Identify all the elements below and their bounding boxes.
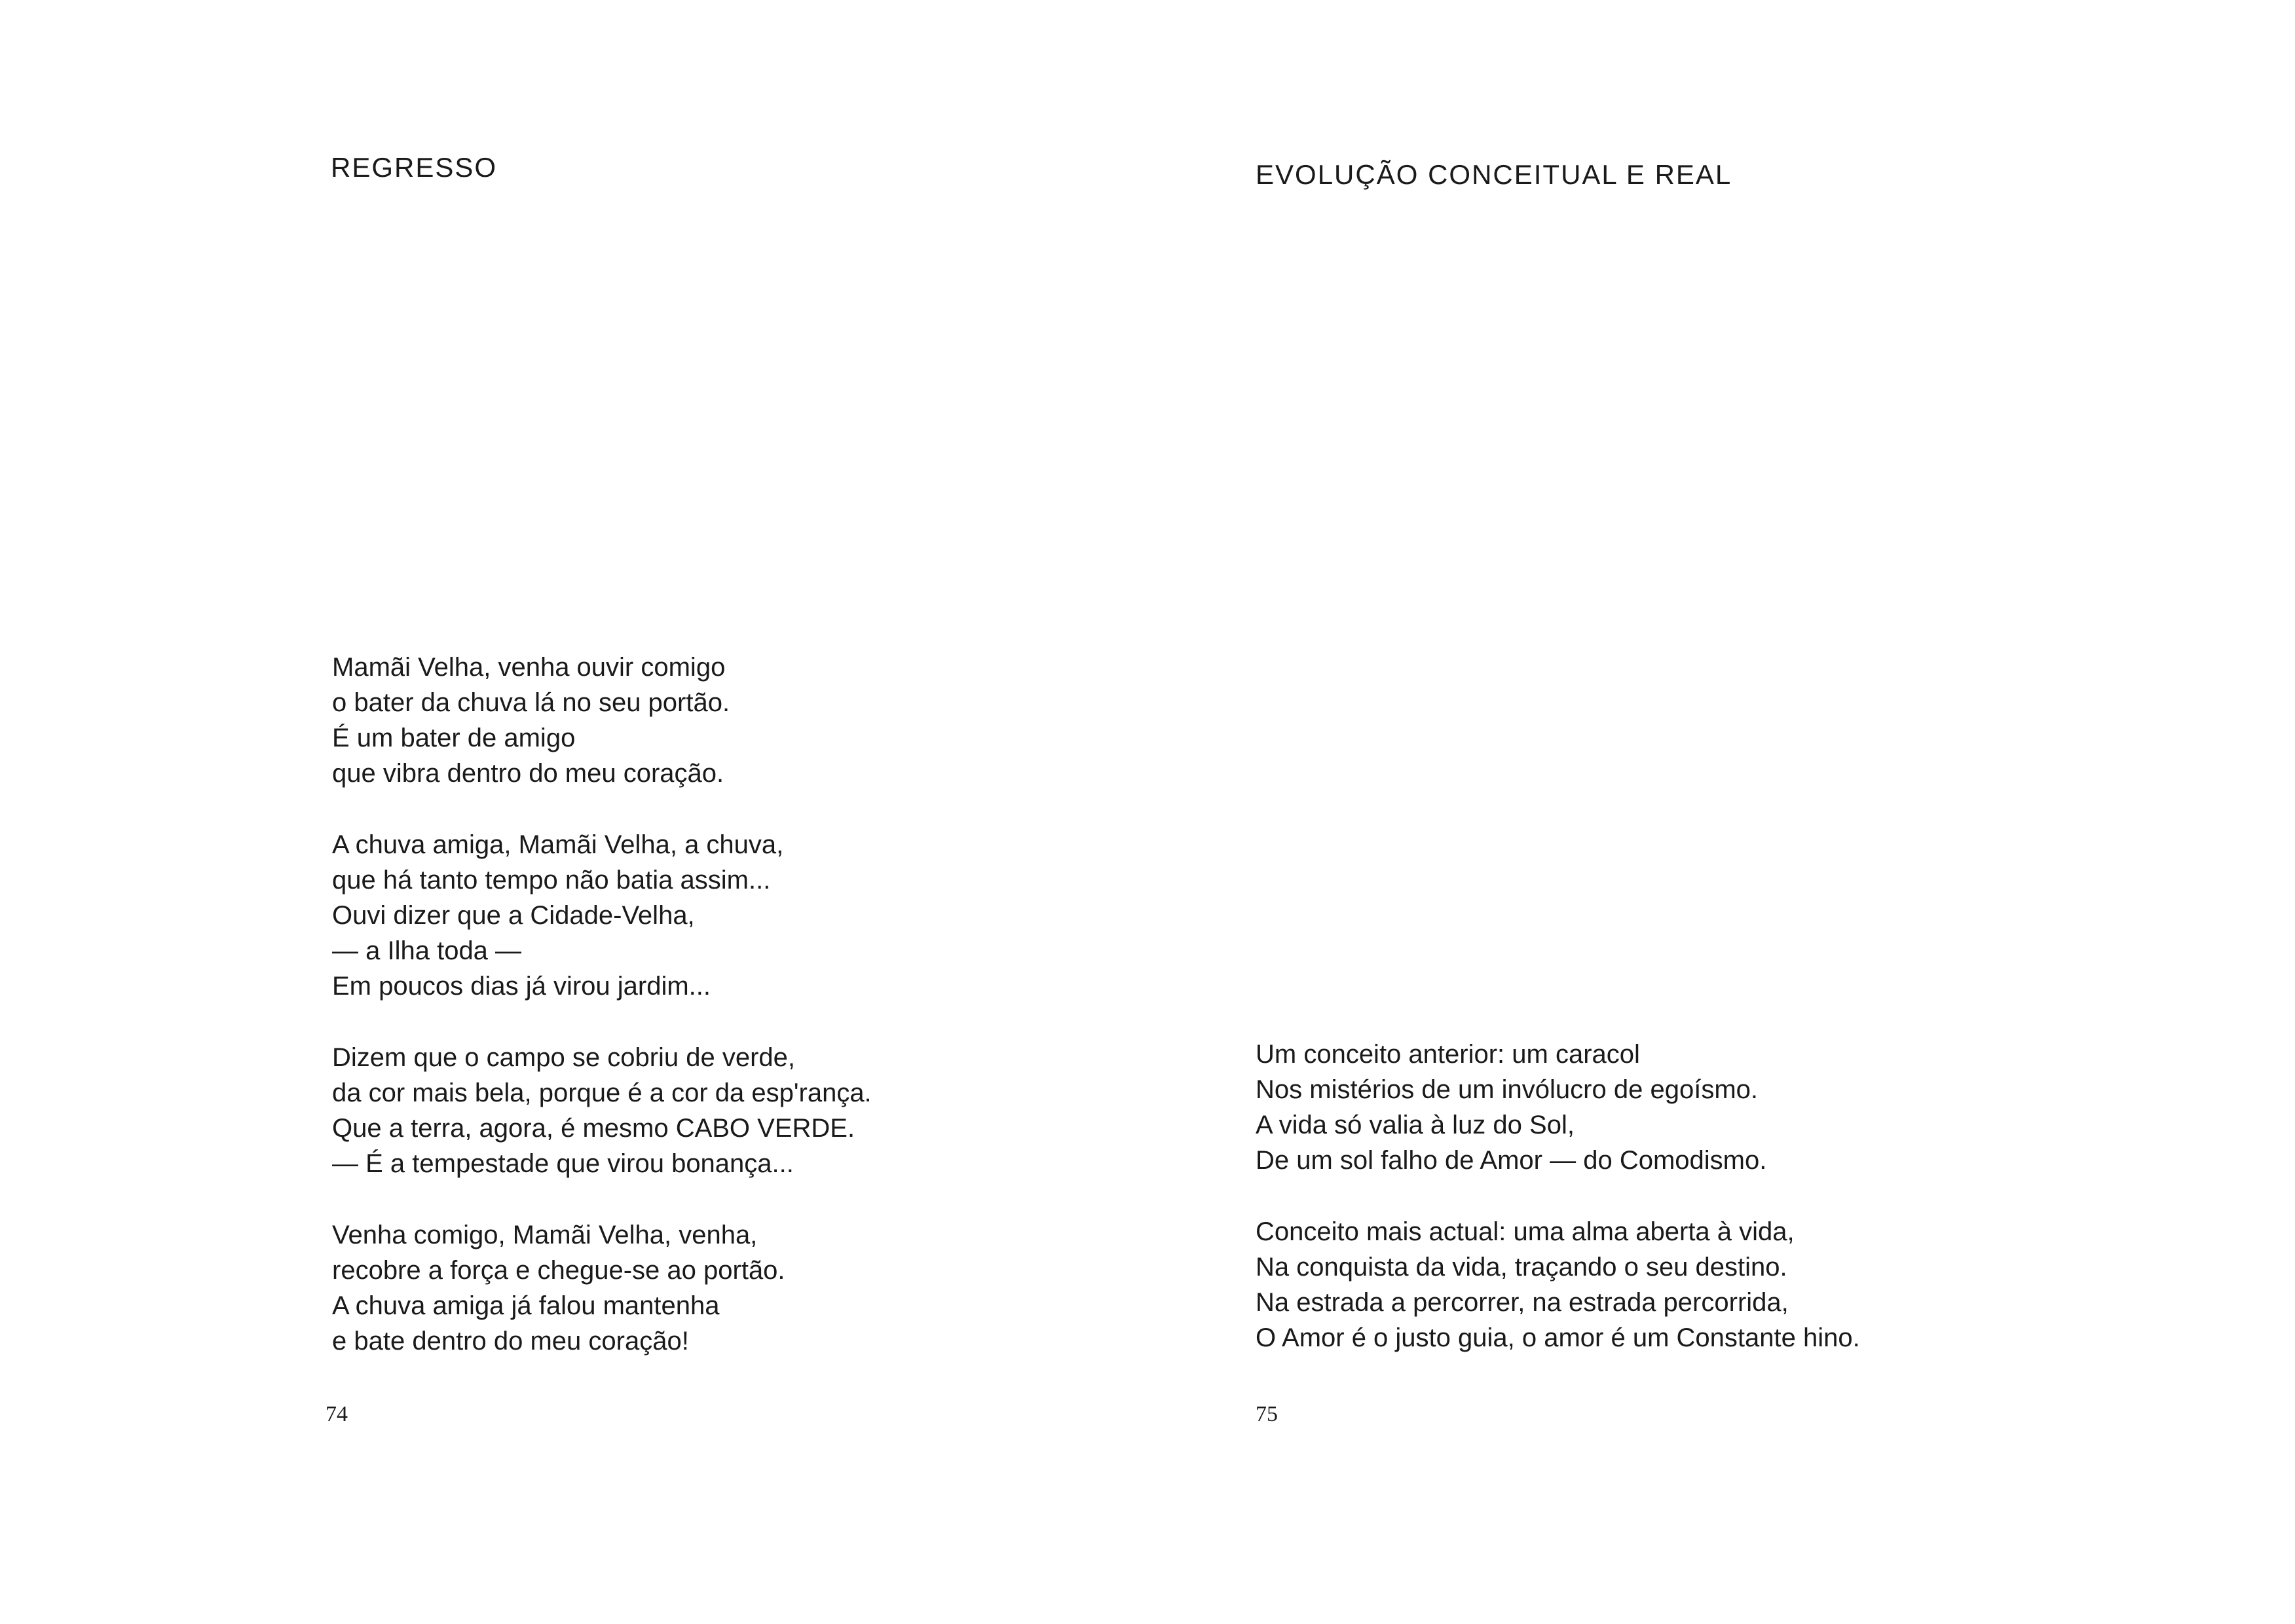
poem-line: Conceito mais actual: uma alma aberta à vida, bbox=[1256, 1217, 1795, 1246]
right-page bbox=[1148, 0, 2295, 1624]
poem-line: A vida só valia à luz do Sol, bbox=[1256, 1111, 1575, 1139]
poem-line: que vibra dentro do meu coração. bbox=[332, 759, 724, 788]
poem-body bbox=[1256, 1037, 1860, 1356]
poem-line: O Amor é o justo guia, o amor é um Constante hino. bbox=[1256, 1323, 1860, 1352]
poem-body bbox=[332, 650, 872, 1359]
page-title: EVOLUÇÃO CONCEITUAL E REAL bbox=[1256, 159, 1732, 190]
poem-line: da cor mais bela, porque é a cor da esp'rança. bbox=[332, 1079, 872, 1107]
poem-line: A chuva amiga já falou mantenha bbox=[332, 1291, 720, 1320]
poem-line: Nos mistérios de um invólucro de egoísmo. bbox=[1256, 1075, 1758, 1104]
poem-line: Um conceito anterior: um caracol bbox=[1256, 1040, 1640, 1069]
poem-line: — a Ilha toda — bbox=[332, 936, 522, 965]
poem-line: recobre a força e chegue-se ao portão. bbox=[332, 1256, 785, 1285]
poem-line: É um bater de amigo bbox=[332, 724, 576, 752]
poem-line: que há tanto tempo não batia assim... bbox=[332, 866, 771, 895]
poem-line: Ouvi dizer que a Cidade-Velha, bbox=[332, 901, 695, 930]
stanza bbox=[332, 1217, 872, 1359]
poem-line: Mamãi Velha, venha ouvir comigo bbox=[332, 653, 726, 682]
poem-line: e bate dentro do meu coração! bbox=[332, 1327, 689, 1356]
stanza bbox=[1256, 1214, 1860, 1356]
poem-line: Dizem que o campo se cobriu de verde, bbox=[332, 1043, 796, 1072]
poem-line: Na conquista da vida, traçando o seu destino. bbox=[1256, 1253, 1787, 1282]
stanza bbox=[332, 650, 872, 791]
poem-line: Que a terra, agora, é mesmo CABO VERDE. bbox=[332, 1114, 855, 1143]
page-number: 74 bbox=[326, 1402, 348, 1426]
poem-line: Na estrada a percorrer, na estrada percorrida, bbox=[1256, 1288, 1789, 1317]
stanza bbox=[332, 827, 872, 1004]
poem-line: Em poucos dias já virou jardim... bbox=[332, 972, 711, 1001]
poem-line: De um sol falho de Amor — do Comodismo. bbox=[1256, 1146, 1767, 1175]
stanza bbox=[1256, 1037, 1860, 1178]
poem-line: A chuva amiga, Mamãi Velha, a chuva, bbox=[332, 830, 784, 859]
poem-line: Venha comigo, Mamãi Velha, venha, bbox=[332, 1221, 758, 1249]
poem-line: — É a tempestade que virou bonança... bbox=[332, 1149, 794, 1178]
poem-line: o bater da chuva lá no seu portão. bbox=[332, 688, 730, 717]
stanza bbox=[332, 1040, 872, 1181]
page-title: REGRESSO bbox=[331, 152, 498, 183]
page-number: 75 bbox=[1256, 1402, 1278, 1426]
